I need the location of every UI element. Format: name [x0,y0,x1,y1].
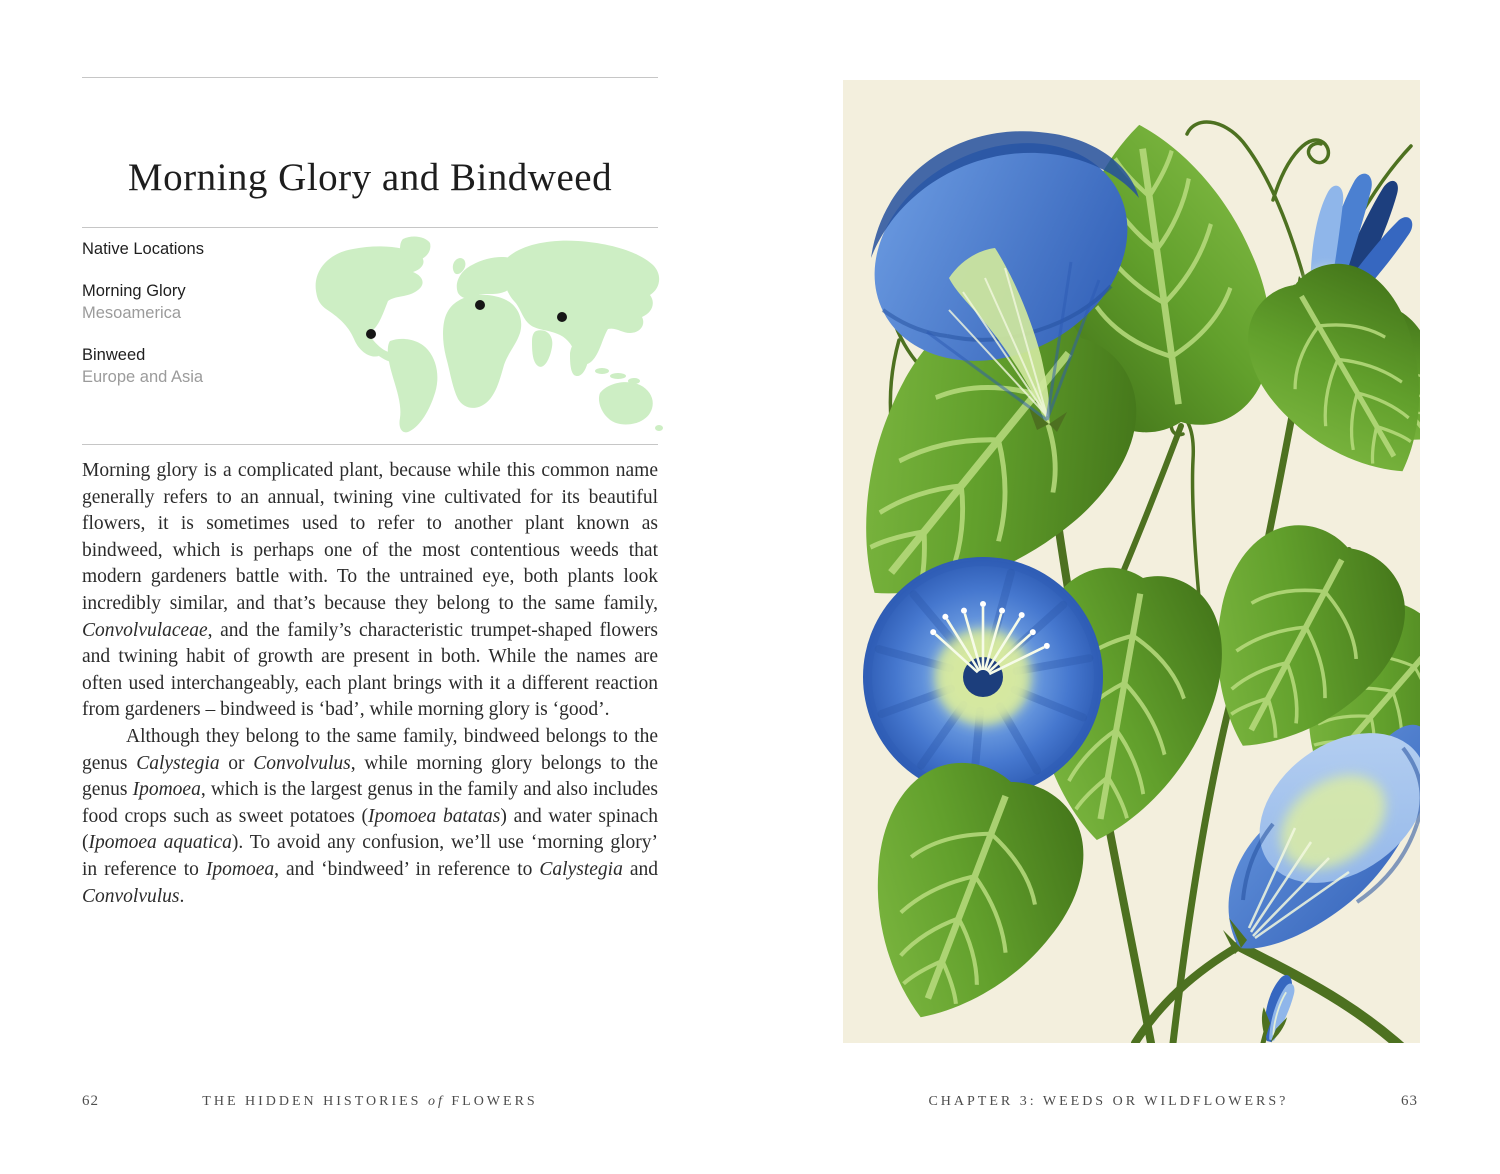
marker-asia [557,312,567,322]
location-place: Mesoamerica [82,304,182,322]
flower-bud-small [1256,971,1298,1043]
location-entry [82,282,186,323]
location-name: Morning Glory [82,282,186,300]
page-number: 62 [82,1093,99,1109]
world-map [308,231,668,437]
native-locations-heading: Native Locations [82,240,204,258]
footer-left [82,1093,658,1115]
marker-europe [475,300,485,310]
section-rule-upper [82,227,658,228]
flower-face-on [863,557,1103,797]
page-title: Morning Glory and Bindweed [127,156,613,200]
page-number: 63 [1401,1093,1418,1109]
top-rule [82,77,658,78]
body-text [82,458,658,910]
morning-glory-illustration [843,80,1420,1043]
paragraph: Although they belong to the same family, bindweed belongs to the genus Calystegia or Convolvulus, while morning glory belongs to the genus Ipomoea, which is the largest genus in the family and also includes food crops such as sweet potatoes (Ipomoea batatas) and water spinach (Ipomoea aquatica). To avoid any confusion, we’ll use ‘morning glory’ in reference to Ipomoea, and ‘bindweed’ in reference to Calystegia and Convolvulus. [82,725,658,907]
section-rule-lower [82,444,658,445]
location-entry [82,346,203,387]
chapter-running-title: CHAPTER 3: WEEDS OR WILDFLOWERS? [928,1094,1289,1109]
botanical-illustration [843,80,1420,1043]
location-place: Europe and Asia [82,368,204,386]
page-left [82,0,658,1174]
footer-right [843,1093,1420,1115]
book-running-title: THE HIDDEN HISTORIES of FLOWERS [202,1094,538,1109]
paragraph: Morning glory is a complicated plant, because while this common name generally refers to an annual, twining vine cultivated for its beautiful flowers, it is sometimes used to refer to another plant known as bindweed, which is perhaps one of the most contentious weeds that modern gardeners battle with. To the untrained eye, both plants look incredibly similar, and that’s because they belong to the same family, Convolvulaceae, and the family’s characteristic trumpet-shaped flowers and twining habit of growth are present in both. While the names are often used interchangeably, each plant brings with it a different reaction from gardeners – bindweed is ‘bad’, while morning glory is ‘good’. [82,460,658,721]
marker-mesoamerica [366,329,376,339]
location-name: Binweed [82,346,146,364]
